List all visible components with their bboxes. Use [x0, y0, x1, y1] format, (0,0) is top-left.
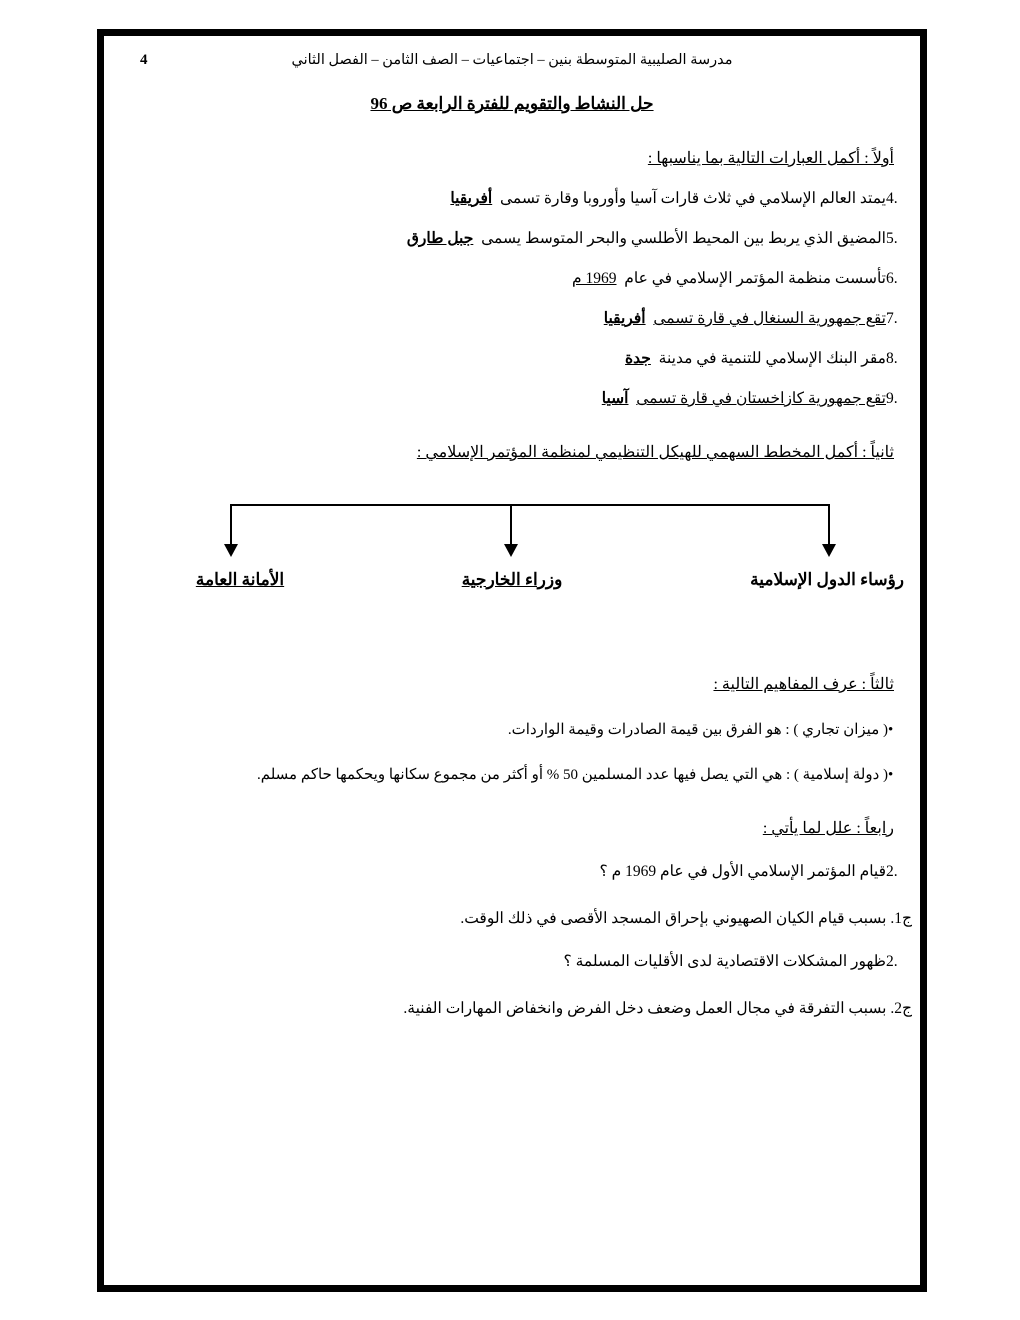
item-prompt: تقع جمهورية كازاخستان في قارة تسمى	[636, 390, 886, 407]
question-text: ظهور المشكلات الاقتصادية لدى الأقليات المسلمة ؟	[563, 953, 886, 970]
item-number: 8.	[886, 350, 898, 367]
section-heading-first	[112, 148, 912, 168]
diagram-stem-center	[510, 504, 512, 546]
item-answer: جبل طارق	[406, 230, 474, 247]
org-chart-diagram	[112, 490, 912, 640]
item-number: 4.	[886, 190, 898, 207]
item-prompt: المضيق الذي يربط بين المحيط الأطلسي والبحر المتوسط يسمى	[481, 230, 886, 247]
list-item	[112, 720, 912, 739]
diagram-horizontal-connector	[230, 504, 830, 506]
item-number: 9.	[886, 390, 898, 407]
list-item	[112, 389, 912, 408]
section-heading-second	[112, 442, 912, 462]
section-heading-third-text: ثالثاً : عرف المفاهيم التالية :	[713, 676, 894, 693]
reason-answer-2: ج2. بسبب التفرقة في مجال العمل وضعف دخل الفرض وانخفاض المهارات الفنية.	[403, 1000, 912, 1017]
item-text	[232, 189, 886, 208]
section-heading-third	[112, 674, 912, 694]
item-answer: آسيا	[601, 390, 629, 407]
item-prompt: مقر البنك الإسلامي للتنمية في مدينة	[658, 350, 886, 367]
list-item	[112, 309, 912, 328]
item-answer: أفريقيا	[450, 190, 493, 207]
document-title-text: حل النشاط والتقويم للفترة الرابعة ص 96	[370, 94, 654, 113]
arrow-down-icon	[224, 544, 238, 557]
item-answer: أفريقيا	[603, 310, 646, 327]
item-text	[232, 229, 886, 248]
item-prompt: تقع جمهورية السنغال في قارة تسمى	[653, 310, 886, 327]
item-number: 5.	[886, 230, 898, 247]
item-text	[232, 349, 886, 368]
item-answer: 1969 م	[572, 270, 617, 287]
diagram-stem-left	[230, 504, 232, 546]
fill-in-list	[112, 189, 912, 408]
section-heading-second-text: ثانياً : أكمل المخطط السهمي للهيكل التنظيمي لمنظمة المؤتمر الإسلامي :	[416, 444, 894, 461]
bullet-icon: •	[888, 722, 894, 738]
bullet-icon: •	[888, 767, 894, 783]
item-prompt: يمتد العالم الإسلامي في ثلاث قارات آسيا وأوروبا وقارة تسمى	[499, 190, 886, 207]
question-text: قيام المؤتمر الإسلامي الأول في عام 1969 م ؟	[599, 863, 886, 880]
item-text	[232, 269, 886, 288]
list-item	[112, 269, 912, 288]
diagram-stem-right	[828, 504, 830, 546]
page-header	[112, 52, 912, 84]
list-item	[112, 189, 912, 208]
diagram-node-general-secretariat: الأمانة العامة	[195, 570, 285, 589]
item-answer: جدة	[625, 350, 651, 367]
diagram-node-heads-of-state: رؤساء الدول الإسلامية	[750, 570, 904, 589]
item-prompt: تأسست منظمة المؤتمر الإسلامي في عام	[624, 270, 886, 287]
item-number: 7.	[886, 310, 898, 327]
list-item	[112, 229, 912, 248]
page-content	[112, 40, 912, 1280]
definition-text: ( دولة إسلامية ) : هي التي يصل فيها عدد المسلمين 50 % أو أكثر من مجموع سكانها ويحكمها حاكم مسلم.	[256, 767, 888, 783]
item-number: 6.	[886, 270, 898, 287]
section-heading-fourth	[112, 818, 912, 838]
arrow-down-icon	[822, 544, 836, 557]
section-heading-fourth-text: رابعاً : علل لما يأتي :	[762, 820, 894, 837]
diagram-node-foreign-ministers: وزراء الخارجية	[461, 570, 563, 589]
item-number: 2.	[886, 863, 898, 880]
school-header-line: مدرسة الصليبية المتوسطة بنين – اجتماعيات – الصف الثامن – الفصل الثاني	[291, 52, 733, 68]
reason-question-1	[112, 862, 912, 881]
section-heading-first-text: أولاً : أكمل العبارات التالية بما يناسبها :	[647, 150, 894, 167]
arrow-down-icon	[504, 544, 518, 557]
reason-question-2	[112, 952, 912, 971]
reason-answer-1: ج1. بسبب قيام الكيان الصهيوني بإحراق المسجد الأقصى في ذلك الوقت.	[460, 910, 912, 927]
item-text	[232, 309, 886, 328]
page-number: 4	[140, 52, 148, 68]
item-number: 2.	[886, 953, 898, 970]
document-title	[112, 94, 912, 114]
item-text	[232, 389, 886, 408]
definitions-list	[112, 720, 912, 784]
list-item	[112, 765, 912, 784]
definition-text: ( ميزان تجاري ) : هو الفرق بين قيمة الصادرات وقيمة الواردات.	[507, 722, 888, 738]
list-item	[112, 349, 912, 368]
